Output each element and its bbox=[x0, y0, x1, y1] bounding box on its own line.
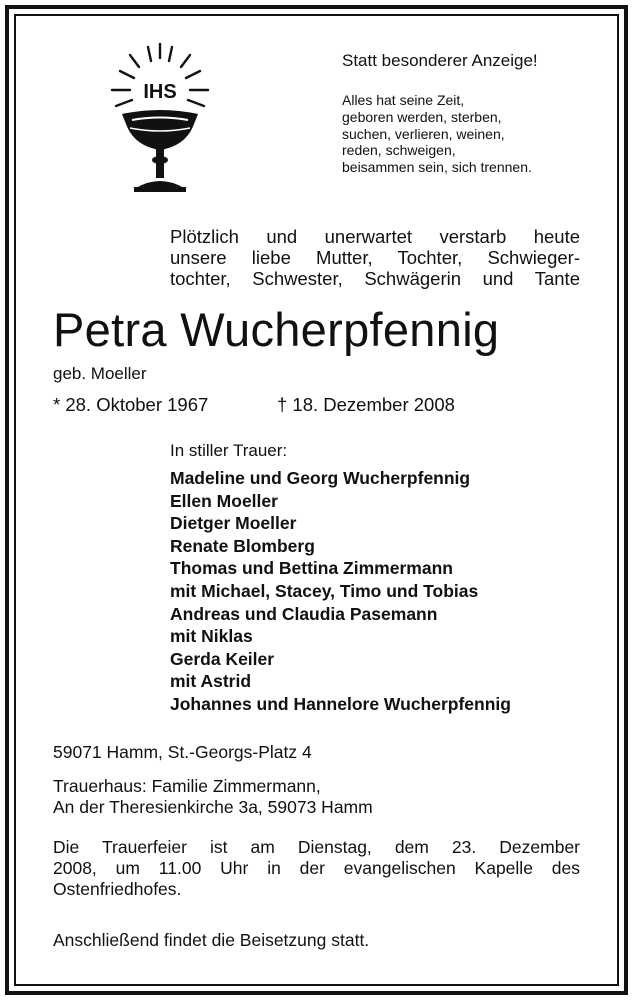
poem bbox=[342, 92, 532, 176]
service-line: Die Trauerfeier ist am Dienstag, dem 23. Dezember bbox=[53, 837, 580, 857]
notice-header: Statt besonderer Anzeige! bbox=[342, 51, 538, 70]
mourner-entry: mit Niklas bbox=[170, 626, 253, 647]
grief-label: In stiller Trauer: bbox=[170, 441, 288, 460]
announcement-line: Plötzlich und unerwartet verstarb heute bbox=[170, 226, 580, 247]
mourner-entry: Ellen Moeller bbox=[170, 490, 278, 511]
birth-date: * 28. Oktober 1967 bbox=[53, 394, 209, 415]
poem-line: suchen, verlieren, weinen, bbox=[342, 125, 505, 142]
announcement-line: unsere liebe Mutter, Tochter, Schwieger- bbox=[170, 247, 580, 268]
death-date: † 18. Dezember 2008 bbox=[277, 394, 455, 415]
maiden-name: geb. Moeller bbox=[53, 364, 147, 383]
mourner-entry: Thomas und Bettina Zimmermann bbox=[170, 558, 453, 579]
death-announcement bbox=[170, 226, 580, 289]
mourning-house-line: Trauerhaus: Familie Zimmermann, bbox=[53, 776, 321, 796]
mourner-entry: Gerda Keiler bbox=[170, 648, 275, 669]
mourner-entry: mit Astrid bbox=[170, 671, 252, 692]
ihs-monogram: IHS bbox=[143, 81, 177, 103]
announcement-line: tochter, Schwester, Schwägerin und Tante bbox=[170, 268, 580, 289]
mourning-house bbox=[53, 776, 373, 818]
poem-line: beisammen sein, sich trennen. bbox=[342, 159, 532, 176]
mourner-entry: Andreas und Claudia Pasemann bbox=[170, 603, 438, 624]
service-line: Ostenfriedhofes. bbox=[53, 879, 182, 899]
deceased-name: Petra Wucherpfennig bbox=[53, 303, 500, 356]
mourner-entry: Dietger Moeller bbox=[170, 513, 297, 534]
family-address: 59071 Hamm, St.-Georgs-Platz 4 bbox=[53, 742, 312, 762]
mourning-house-line: An der Theresienkirche 3a, 59073 Hamm bbox=[53, 797, 373, 817]
mourner-entry: Renate Blomberg bbox=[170, 535, 315, 556]
poem-line: geboren werden, sterben, bbox=[342, 108, 502, 125]
burial-info: Anschließend findet die Beisetzung statt. bbox=[53, 930, 370, 950]
poem-line: reden, schweigen, bbox=[342, 142, 456, 159]
mourner-entry: mit Michael, Stacey, Timo und Tobias bbox=[170, 580, 479, 601]
chalice-icon bbox=[106, 42, 214, 194]
mourner-entry: Madeline und Georg Wucherpfennig bbox=[170, 468, 471, 488]
service-line: 2008, um 11.00 Uhr in der evangelischen Kapelle des bbox=[53, 858, 580, 878]
mourners-list bbox=[170, 467, 511, 716]
mourner-entry: Johannes und Hannelore Wucherpfennig bbox=[170, 693, 511, 714]
funeral-service-info bbox=[53, 837, 580, 900]
poem-line: Alles hat seine Zeit, bbox=[342, 92, 465, 108]
